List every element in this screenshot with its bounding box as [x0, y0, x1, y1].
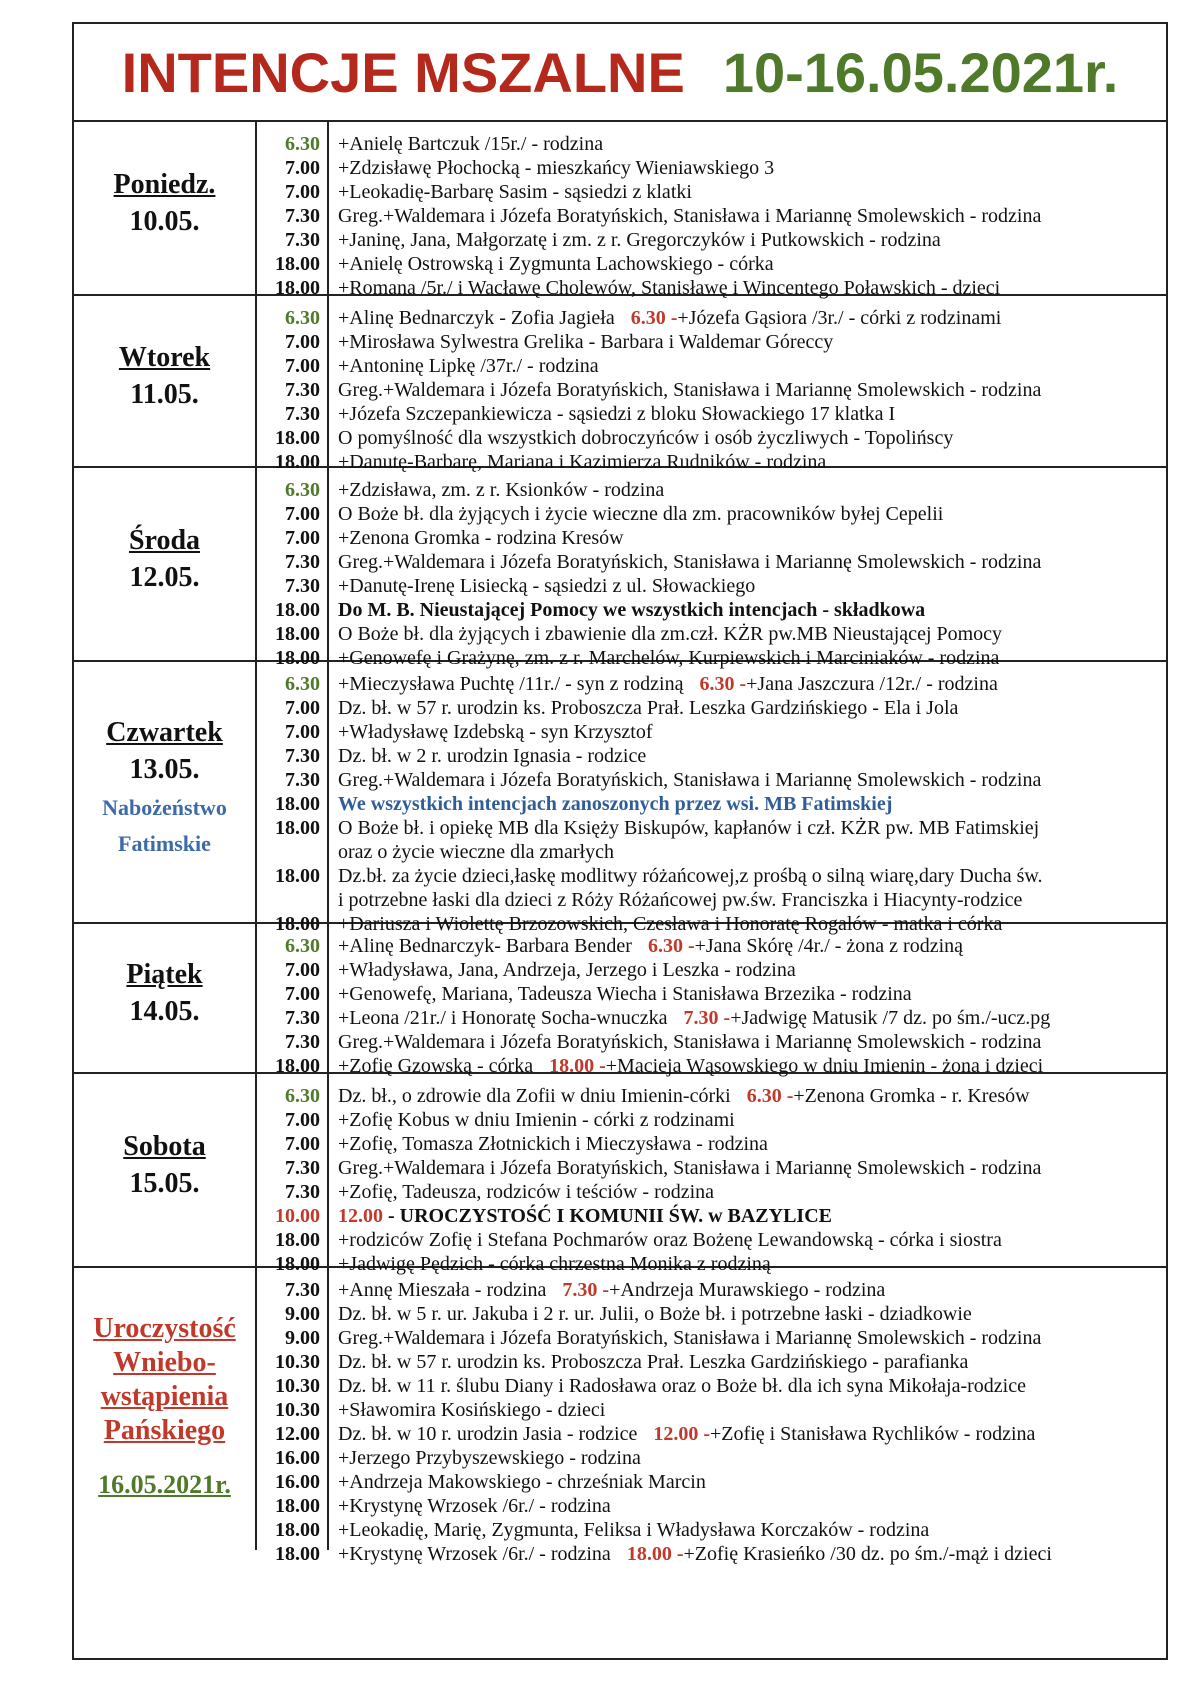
- intention-text: Dz. bł. w 57 r. urodzin ks. Proboszcza Prał. Leszka Gardzińskiego - Ela i Jola: [338, 697, 959, 719]
- intention-line: [338, 768, 1166, 792]
- mass-time: 7.30: [285, 1007, 320, 1029]
- time-column: [257, 924, 329, 1077]
- extra-intention-text: +Jana Jaszczura /12r./ - rodzina: [746, 673, 998, 695]
- intention-text: +Alinę Bednarczyk - Zofia Jagieła: [338, 307, 615, 329]
- time-column: [257, 662, 329, 935]
- intention-line: [338, 204, 1166, 228]
- mass-time: 6.30: [285, 479, 320, 501]
- mass-time: [257, 840, 320, 864]
- dash: -: [682, 935, 695, 957]
- intention-text: +Danutę-Barbarę, Mariana i Kazimierza Rudników - rodzina: [338, 451, 827, 473]
- dash: -: [671, 1543, 684, 1565]
- mass-time: 7.00: [285, 1109, 320, 1131]
- extra-intention-text: +Józefa Gąsiora /3r./ - córki z rodzinami: [677, 307, 1002, 329]
- intention-line: [338, 1350, 1166, 1374]
- intention-text: Dz. bł. w 5 r. ur. Jakuba i 2 r. ur. Julii, o Boże bł. i potrzebne łaski - dziadkowie: [338, 1303, 972, 1325]
- extra-mass-time: 6.30: [699, 673, 735, 695]
- intention-line: [338, 958, 1166, 982]
- intentions-column: [329, 1268, 1166, 1565]
- day-name: Czwartek: [106, 717, 223, 748]
- intention-text: O Boże bł. dla żyjących i życie wieczne dla zm. pracowników byłej Cepelii: [338, 503, 944, 525]
- intentions-column: [329, 122, 1166, 299]
- mass-time: 18.00: [275, 817, 320, 839]
- time-column: [257, 1074, 329, 1275]
- intention-line: [338, 526, 1166, 550]
- intention-text: oraz o życie wieczne dla zmarłych: [338, 841, 614, 863]
- intention-text: +Romana /5r./ i Wacławę Cholewów, Stanisławę i Wincentego Poławskich - dzieci: [338, 277, 1001, 299]
- day-cell: [74, 662, 257, 922]
- mass-time: 6.30: [285, 307, 320, 329]
- intention-text: +Zdzisławę Płochocką - mieszkańcy Wieniawskiego 3: [338, 157, 775, 179]
- intention-text: +Krystynę Wrzosek /6r./ - rodzina: [338, 1543, 611, 1565]
- mass-time: 10.30: [275, 1399, 320, 1421]
- intention-line: [338, 252, 1166, 276]
- intention-line: [338, 982, 1166, 1006]
- mass-time: 7.30: [285, 1031, 320, 1053]
- day-cell: [74, 122, 257, 294]
- intention-text: +Annę Mieszała - rodzina: [338, 1279, 547, 1301]
- intentions-sheet: [72, 22, 1168, 1660]
- intention-line: [338, 1398, 1166, 1422]
- mass-time: 7.30: [285, 1181, 320, 1203]
- extra-intention-text: +Zenona Gromka - r. Kresów: [793, 1085, 1030, 1107]
- mass-time: 6.30: [285, 935, 320, 957]
- intention-line: [338, 744, 1166, 768]
- days-table: [74, 122, 1166, 1565]
- day-section: [74, 1074, 1166, 1275]
- mass-time: 7.30: [285, 403, 320, 425]
- day-cell: [74, 924, 257, 1072]
- mass-time: 18.00: [275, 277, 320, 299]
- intention-text: O pomyślność dla wszystkich dobroczyńców i osób życzliwych - Topolińscy: [338, 427, 954, 449]
- day-section: [74, 296, 1166, 473]
- extra-mass-time: 12.00: [653, 1423, 699, 1445]
- intention-line: [338, 672, 1166, 696]
- extra-intention-text: +Jana Skórę /4r./ - żona z rodziną: [694, 935, 964, 957]
- mass-time: 18.00: [275, 1229, 320, 1251]
- mass-time: 10.00: [275, 1205, 320, 1227]
- intention-text: +Zofię, Tomasza Złotnickich i Mieczysława - rodzina: [338, 1133, 768, 1155]
- mass-time: 7.00: [285, 181, 320, 203]
- dash: -: [597, 1279, 610, 1301]
- extra-intention-text: +Macieja Wąsowskiego w dniu Imienin - żona i dzieci: [605, 1055, 1044, 1077]
- intention-line: [338, 1518, 1166, 1542]
- mass-time: 6.30: [285, 133, 320, 155]
- mass-time: 7.30: [285, 205, 320, 227]
- intention-line: [338, 696, 1166, 720]
- intention-line: [338, 550, 1166, 574]
- intention-text: Greg.+Waldemara i Józefa Boratyńskich, Stanisława i Mariannę Smolewskich - rodzina: [338, 1327, 1042, 1349]
- intention-text: +Sławomira Kosińskiego - dzieci: [338, 1399, 606, 1421]
- mass-time: [257, 888, 320, 912]
- mass-time: 7.30: [285, 745, 320, 767]
- intention-line: [338, 1108, 1166, 1132]
- intention-text: +Józefa Szczepankiewicza - sąsiedzi z bloku Słowackiego 17 klatka I: [338, 403, 896, 425]
- mass-time: 7.00: [285, 527, 320, 549]
- day-cell: [74, 1074, 257, 1266]
- extra-mass-time: 6.30: [647, 935, 683, 957]
- intention-line: [338, 180, 1166, 204]
- intention-text: We wszystkich intencjach zanoszonych przez wsi. MB Fatimskiej: [338, 793, 893, 815]
- intention-text: +Danutę-Irenę Lisiecką - sąsiedzi z ul. Słowackiego: [338, 575, 756, 597]
- intention-text: +rodziców Zofię i Stefana Pochmarów oraz Bożenę Lewandowską - córka i siostra: [338, 1229, 1002, 1251]
- intention-line: [338, 478, 1166, 502]
- intentions-column: [329, 924, 1166, 1077]
- time-column: [257, 1268, 329, 1565]
- intention-line: [338, 156, 1166, 180]
- mass-time: 7.00: [285, 1133, 320, 1155]
- intention-text: +Anielę Ostrowską i Zygmunta Lachowskiego - córka: [338, 253, 774, 275]
- day-cell: [74, 1268, 257, 1550]
- intention-line: [338, 1302, 1166, 1326]
- intention-line: [338, 1030, 1166, 1054]
- feast-name-line: Uroczystość: [93, 1313, 236, 1344]
- intention-text: O Boże bł. i opiekę MB dla Księży Biskupów, kapłanów i czł. KŻR pw. MB Fatimskiej: [338, 817, 1040, 839]
- intention-line: [338, 306, 1166, 330]
- intention-line: [338, 1494, 1166, 1518]
- day-date: 10.05.: [129, 206, 200, 237]
- mass-time: 7.30: [285, 379, 320, 401]
- feast-name-line: Wniebo-: [113, 1347, 216, 1378]
- intention-text: +Krystynę Wrzosek /6r./ - rodzina: [338, 1495, 611, 1517]
- intention-line: [338, 426, 1166, 450]
- mass-time: 18.00: [275, 1055, 320, 1077]
- intention-line: [338, 330, 1166, 354]
- intention-text: Greg.+Waldemara i Józefa Boratyńskich, Stanisława i Mariannę Smolewskich - rodzina: [338, 1157, 1042, 1179]
- intention-text: +Andrzeja Makowskiego - chrześniak Marcin: [338, 1471, 706, 1493]
- intention-text: Greg.+Waldemara i Józefa Boratyńskich, Stanisława i Mariannę Smolewskich - rodzina: [338, 205, 1042, 227]
- intention-line: [338, 792, 1166, 816]
- intention-text: Greg.+Waldemara i Józefa Boratyńskich, Stanisława i Mariannę Smolewskich - rodzina: [338, 379, 1042, 401]
- day-date: 13.05.: [129, 754, 200, 785]
- mass-time: 7.30: [285, 575, 320, 597]
- intention-line: [338, 864, 1166, 888]
- day-date: 15.05.: [129, 1168, 200, 1199]
- intention-text: - UROCZYSTOŚĆ I KOMUNII ŚW. w BAZYLICE: [383, 1205, 832, 1227]
- day-name: Środa: [128, 525, 201, 556]
- mass-time: 10.30: [275, 1351, 320, 1373]
- mass-time: 18.00: [275, 647, 320, 669]
- day-name: Wtorek: [118, 342, 211, 373]
- mass-time: 7.30: [285, 551, 320, 573]
- dash: -: [698, 1423, 711, 1445]
- mass-time: 9.00: [285, 1327, 320, 1349]
- extra-mass-time: 6.30: [630, 307, 666, 329]
- intention-line: [338, 1156, 1166, 1180]
- highlight-time: 12.00: [338, 1205, 383, 1227]
- intention-text: +Antoninę Lipkę /37r./ - rodzina: [338, 355, 599, 377]
- intention-text: +Zofię Kobus w dniu Imienin - córki z rodzinami: [338, 1109, 735, 1131]
- intention-text: Dz. bł. w 11 r. ślubu Diany i Radosława oraz o Boże bł. dla ich syna Mikołaja-rodzice: [338, 1375, 1026, 1397]
- feast-name-line: Pańskiego: [103, 1415, 226, 1446]
- intention-line: [338, 1228, 1166, 1252]
- day-date: 16.05.2021r.: [98, 1470, 231, 1499]
- day-note: Fatimskie: [118, 831, 211, 856]
- mass-time: 7.30: [285, 1279, 320, 1301]
- day-section: [74, 122, 1166, 299]
- mass-time: 7.30: [285, 229, 320, 251]
- day-name: Piątek: [126, 959, 203, 990]
- intention-text: Dz. bł. w 2 r. urodzin Ignasia - rodzice: [338, 745, 647, 767]
- mass-time: 7.00: [285, 503, 320, 525]
- dash: -: [665, 307, 678, 329]
- intention-text: Do M. B. Nieustającej Pomocy we wszystkich intencjach - składkowa: [338, 599, 926, 621]
- intention-line: [338, 1084, 1166, 1108]
- intention-text: O Boże bł. dla żyjących i zbawienie dla zm.czł. KŻR pw.MB Nieustającej Pomocy: [338, 623, 1003, 645]
- intentions-column: [329, 662, 1166, 935]
- mass-time: 18.00: [275, 599, 320, 621]
- intention-line: [338, 816, 1166, 840]
- mass-time: 7.00: [285, 355, 320, 377]
- intention-text: +Zdzisława, zm. z r. Ksionków - rodzina: [338, 479, 665, 501]
- mass-time: 7.00: [285, 157, 320, 179]
- intention-text: +Mirosława Sylwestra Grelika - Barbara i Waldemar Góreccy: [338, 331, 834, 353]
- mass-time: 7.30: [285, 1157, 320, 1179]
- dash: -: [734, 673, 747, 695]
- intention-text: +Mieczysława Puchtę /11r./ - syn z rodziną: [338, 673, 684, 695]
- intention-line: [338, 502, 1166, 526]
- intention-line: [338, 228, 1166, 252]
- mass-time: 7.00: [285, 721, 320, 743]
- day-date: 11.05.: [130, 379, 199, 410]
- mass-time: 18.00: [275, 1519, 320, 1541]
- mass-time: 16.00: [275, 1471, 320, 1493]
- mass-time: 7.00: [285, 959, 320, 981]
- intention-text: +Leokadię-Barbarę Sasim - sąsiedzi z klatki: [338, 181, 692, 203]
- intention-line: [338, 840, 1166, 864]
- day-date: 12.05.: [129, 562, 200, 593]
- intention-text: +Zofię, Tadeusza, rodziców i teściów - rodzina: [338, 1181, 715, 1203]
- intentions-column: [329, 1074, 1166, 1275]
- intention-text: Dz. bł. w 10 r. urodzin Jasia - rodzice: [338, 1423, 638, 1445]
- intention-text: Greg.+Waldemara i Józefa Boratyńskich, Stanisława i Mariannę Smolewskich - rodzina: [338, 769, 1042, 791]
- extra-mass-time: 7.30: [562, 1279, 598, 1301]
- intention-text: +Jerzego Przybyszewskiego - rodzina: [338, 1447, 641, 1469]
- mass-time: 18.00: [275, 913, 320, 935]
- day-date: 14.05.: [129, 996, 200, 1027]
- mass-time: 18.00: [275, 427, 320, 449]
- intention-line: [338, 1470, 1166, 1494]
- intention-text: +Władysława, Jana, Andrzeja, Jerzego i Leszka - rodzina: [338, 959, 796, 981]
- day-cell: [74, 296, 257, 466]
- intention-line: [338, 1180, 1166, 1204]
- intention-line: [338, 1278, 1166, 1302]
- extra-mass-time: 18.00: [549, 1055, 595, 1077]
- intention-line: [338, 1542, 1166, 1566]
- dash: -: [781, 1085, 794, 1107]
- mass-time: 18.00: [275, 1253, 320, 1275]
- intention-line: [338, 598, 1166, 622]
- intention-text: +Janinę, Jana, Małgorzatę i zm. z r. Gregorczyków i Putkowskich - rodzina: [338, 229, 941, 251]
- intention-line: [338, 1374, 1166, 1398]
- intention-line: [338, 574, 1166, 598]
- day-cell: [74, 468, 257, 660]
- mass-time: 18.00: [275, 451, 320, 473]
- extra-intention-text: +Jadwigę Matusik /7 dz. po śm./-ucz.pg: [730, 1007, 1051, 1029]
- mass-time: 16.00: [275, 1447, 320, 1469]
- day-section: [74, 1268, 1166, 1565]
- intention-text: +Alinę Bednarczyk- Barbara Bender: [338, 935, 632, 957]
- time-column: [257, 296, 329, 473]
- intention-text: Greg.+Waldemara i Józefa Boratyńskich, Stanisława i Mariannę Smolewskich - rodzina: [338, 551, 1042, 573]
- intention-text: +Władysławę Izdebską - syn Krzysztof: [338, 721, 653, 743]
- day-note: Nabożeństwo: [102, 795, 227, 820]
- extra-intention-text: +Andrzeja Murawskiego - rodzina: [609, 1279, 886, 1301]
- day-section: [74, 468, 1166, 669]
- dash: -: [718, 1007, 731, 1029]
- day-section: [74, 924, 1166, 1077]
- intention-text: +Genowefę, Mariana, Tadeusza Wiecha i Stanisława Brzezika - rodzina: [338, 983, 912, 1005]
- intention-text: Dz.bł. za życie dzieci,łaskę modlitwy różańcowej,z prośbą o silną wiarę,dary Ducha św.: [338, 865, 1043, 887]
- intention-text: +Zofię Gzowską - córka: [338, 1055, 534, 1077]
- mass-time: 18.00: [275, 253, 320, 275]
- page-header: [74, 24, 1166, 122]
- dash: -: [594, 1055, 606, 1077]
- mass-time: 18.00: [275, 865, 320, 887]
- extra-mass-time: 7.30: [683, 1007, 719, 1029]
- intention-text: +Jadwigę Pędzich - córka chrzestna Monika z rodziną: [338, 1253, 771, 1275]
- time-column: [257, 122, 329, 299]
- extra-intention-text: +Zofię Krasieńko /30 dz. po śm./-mąż i dzieci: [683, 1543, 1052, 1565]
- intention-text: +Zenona Gromka - rodzina Kresów: [338, 527, 624, 549]
- intention-line: [338, 622, 1166, 646]
- intention-text: +Leokadię, Marię, Zygmunta, Feliksa i Władysława Korczaków - rodzina: [338, 1519, 930, 1541]
- mass-time: 6.30: [285, 673, 320, 695]
- intention-text: Dz. bł., o zdrowie dla Zofii w dniu Imienin-córki: [338, 1085, 731, 1107]
- mass-time: 6.30: [285, 1085, 320, 1107]
- intention-line: [338, 1446, 1166, 1470]
- mass-time: 9.00: [285, 1303, 320, 1325]
- extra-mass-time: 18.00: [626, 1543, 672, 1565]
- intention-line: [338, 934, 1166, 958]
- mass-time: 18.00: [275, 1543, 320, 1565]
- extra-intention-text: +Zofię i Stanisława Rychlików - rodzina: [710, 1423, 1036, 1445]
- intention-line: [338, 888, 1166, 912]
- feast-name-line: wstąpienia: [100, 1381, 229, 1412]
- week-dates: 10-16.05.2021r.: [722, 40, 1119, 104]
- mass-time: 18.00: [275, 623, 320, 645]
- intention-line: [338, 1204, 1166, 1228]
- intention-line: [338, 1326, 1166, 1350]
- page-title: INTENCJE MSZALNE: [121, 40, 685, 104]
- intention-line: [338, 402, 1166, 426]
- mass-time: 7.30: [285, 769, 320, 791]
- mass-time: 18.00: [275, 793, 320, 815]
- intention-text: +Leona /21r./ i Honoratę Socha-wnuczka: [338, 1007, 668, 1029]
- intention-line: [338, 720, 1166, 744]
- intention-line: [338, 1006, 1166, 1030]
- mass-time: 7.00: [285, 983, 320, 1005]
- mass-time: 7.00: [285, 697, 320, 719]
- intentions-column: [329, 296, 1166, 473]
- intention-line: [338, 1132, 1166, 1156]
- intention-text: Greg.+Waldemara i Józefa Boratyńskich, Stanisława i Mariannę Smolewskich - rodzina: [338, 1031, 1042, 1053]
- extra-mass-time: 6.30: [746, 1085, 782, 1107]
- day-name: Sobota: [123, 1131, 206, 1162]
- intention-line: [338, 354, 1166, 378]
- time-column: [257, 468, 329, 669]
- mass-time: 18.00: [275, 1495, 320, 1517]
- intention-text: +Anielę Bartczuk /15r./ - rodzina: [338, 133, 604, 155]
- intention-text: Dz. bł. w 57 r. urodzin ks. Proboszcza Prał. Leszka Gardzińskiego - parafianka: [338, 1351, 969, 1373]
- day-section: [74, 662, 1166, 935]
- intention-line: [338, 132, 1166, 156]
- day-name: Poniedz.: [113, 169, 216, 200]
- mass-time: 12.00: [275, 1423, 320, 1445]
- intention-line: [338, 378, 1166, 402]
- mass-time: 7.00: [285, 331, 320, 353]
- intention-text: +Dariusza i Wiolettę Brzozowskich, Czesława i Honoratę Rogalów - matka i córka: [338, 913, 1003, 935]
- intention-text: +Genowefę i Grażynę, zm. z r. Marchelów, Kurpiewskich i Marciniaków - rodzina: [338, 647, 1000, 669]
- intention-line: [338, 1422, 1166, 1446]
- intentions-column: [329, 468, 1166, 669]
- mass-time: 10.30: [275, 1375, 320, 1397]
- intention-text: i potrzebne łaski dla dzieci z Róży Różańcowej pw.św. Franciszka i Hiacynty-rodzice: [338, 889, 1023, 911]
